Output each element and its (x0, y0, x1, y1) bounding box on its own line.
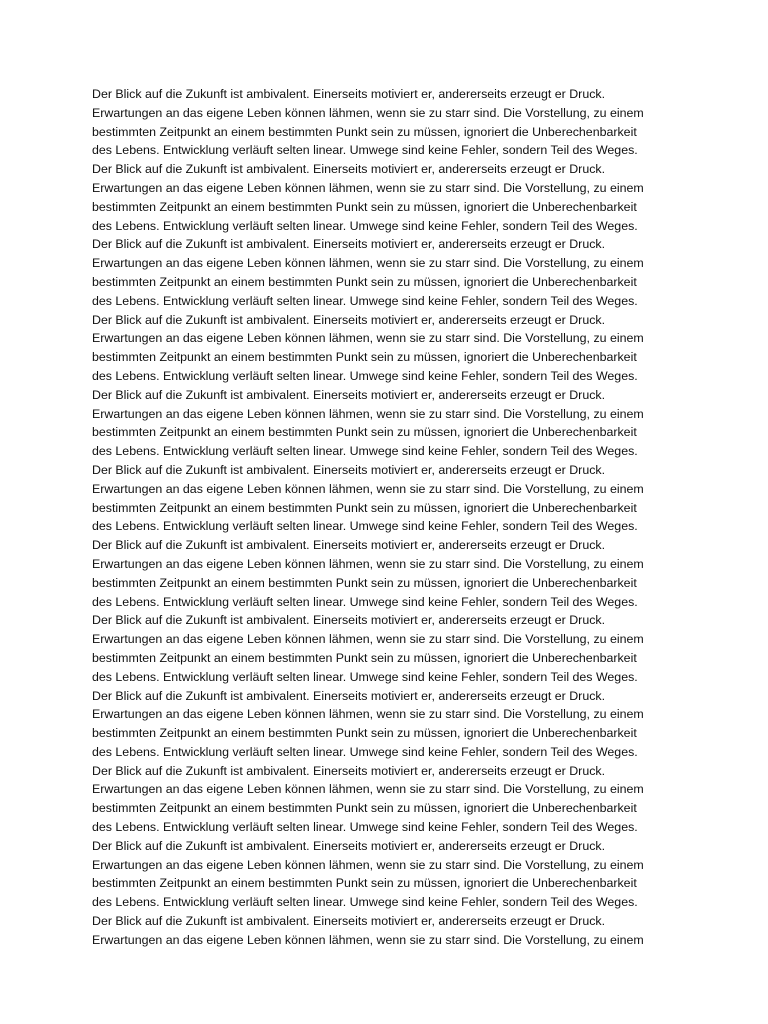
text-line: des Lebens. Entwicklung verläuft selten linear. Umwege sind keine Fehler, sondern Teil des Weges. (92, 744, 638, 759)
text-line: Erwartungen an das eigene Leben können lähmen, wenn sie zu starr sind. Die Vorstellung, zu einem (92, 707, 644, 722)
text-line: Erwartungen an das eigene Leben können lähmen, wenn sie zu starr sind. Die Vorstellung, zu einem (92, 481, 644, 496)
text-line: bestimmten Zeitpunkt an einem bestimmten Punkt sein zu müssen, ignoriert die Unberechenbarkeit (92, 801, 637, 816)
text-line: Der Blick auf die Zukunft ist ambivalent. Einerseits motiviert er, andererseits erzeugt er Druck. (92, 387, 606, 402)
text-line: Erwartungen an das eigene Leben können lähmen, wenn sie zu starr sind. Die Vorstellung, zu einem (92, 180, 644, 195)
text-line: Der Blick auf die Zukunft ist ambivalent. Einerseits motiviert er, andererseits erzeugt er Druck. (92, 312, 606, 327)
text-line: Der Blick auf die Zukunft ist ambivalent. Einerseits motiviert er, andererseits erzeugt er Druck. (92, 613, 606, 628)
text-line: bestimmten Zeitpunkt an einem bestimmten Punkt sein zu müssen, ignoriert die Unberechenbarkeit (92, 124, 637, 139)
text-line: Erwartungen an das eigene Leben können lähmen, wenn sie zu starr sind. Die Vorstellung, zu einem (92, 256, 644, 271)
text-line: bestimmten Zeitpunkt an einem bestimmten Punkt sein zu müssen, ignoriert die Unberechenbarkeit (92, 500, 637, 515)
text-line: des Lebens. Entwicklung verläuft selten linear. Umwege sind keine Fehler, sondern Teil des Weges. (92, 293, 638, 308)
text-line: des Lebens. Entwicklung verläuft selten linear. Umwege sind keine Fehler, sondern Teil des Weges. (92, 519, 638, 534)
text-line: Der Blick auf die Zukunft ist ambivalent. Einerseits motiviert er, andererseits erzeugt er Druck. (92, 462, 606, 477)
text-line: bestimmten Zeitpunkt an einem bestimmten Punkt sein zu müssen, ignoriert die Unberechenbarkeit (92, 274, 637, 289)
body-text (92, 85, 692, 950)
text-line: Der Blick auf die Zukunft ist ambivalent. Einerseits motiviert er, andererseits erzeugt er Druck. (92, 87, 606, 101)
text-line: des Lebens. Entwicklung verläuft selten linear. Umwege sind keine Fehler, sondern Teil des Weges. (92, 368, 638, 383)
text-line: des Lebens. Entwicklung verläuft selten linear. Umwege sind keine Fehler, sondern Teil des Weges. (92, 444, 638, 459)
text-line: des Lebens. Entwicklung verläuft selten linear. Umwege sind keine Fehler, sondern Teil des Weges. (92, 218, 638, 233)
text-line: Der Blick auf die Zukunft ist ambivalent. Einerseits motiviert er, andererseits erzeugt er Druck. (92, 838, 606, 853)
text-line: Erwartungen an das eigene Leben können lähmen, wenn sie zu starr sind. Die Vorstellung, zu einem (92, 932, 644, 947)
text-line: Der Blick auf die Zukunft ist ambivalent. Einerseits motiviert er, andererseits erzeugt er Druck. (92, 538, 606, 553)
text-line: des Lebens. Entwicklung verläuft selten linear. Umwege sind keine Fehler, sondern Teil des Weges. (92, 669, 638, 684)
text-line: bestimmten Zeitpunkt an einem bestimmten Punkt sein zu müssen, ignoriert die Unberechenbarkeit (92, 350, 637, 365)
text-line: Erwartungen an das eigene Leben können lähmen, wenn sie zu starr sind. Die Vorstellung, zu einem (92, 331, 644, 346)
text-line: Der Blick auf die Zukunft ist ambivalent. Einerseits motiviert er, andererseits erzeugt er Druck. (92, 162, 606, 177)
text-line: bestimmten Zeitpunkt an einem bestimmten Punkt sein zu müssen, ignoriert die Unberechenbarkeit (92, 650, 637, 665)
text-line: bestimmten Zeitpunkt an einem bestimmten Punkt sein zu müssen, ignoriert die Unberechenbarkeit (92, 726, 637, 741)
text-line: Erwartungen an das eigene Leben können lähmen, wenn sie zu starr sind. Die Vorstellung, zu einem (92, 406, 644, 421)
text-line: des Lebens. Entwicklung verläuft selten linear. Umwege sind keine Fehler, sondern Teil des Weges. (92, 594, 638, 609)
text-line: Erwartungen an das eigene Leben können lähmen, wenn sie zu starr sind. Die Vorstellung, zu einem (92, 782, 644, 797)
text-line: Erwartungen an das eigene Leben können lähmen, wenn sie zu starr sind. Die Vorstellung, zu einem (92, 632, 644, 647)
text-line: Der Blick auf die Zukunft ist ambivalent. Einerseits motiviert er, andererseits erzeugt er Druck. (92, 914, 606, 929)
text-line: bestimmten Zeitpunkt an einem bestimmten Punkt sein zu müssen, ignoriert die Unberechenbarkeit (92, 575, 637, 590)
text-line: bestimmten Zeitpunkt an einem bestimmten Punkt sein zu müssen, ignoriert die Unberechenbarkeit (92, 425, 637, 440)
text-line: Der Blick auf die Zukunft ist ambivalent. Einerseits motiviert er, andererseits erzeugt er Druck. (92, 763, 606, 778)
text-line: Der Blick auf die Zukunft ist ambivalent. Einerseits motiviert er, andererseits erzeugt er Druck. (92, 237, 606, 252)
text-line: Erwartungen an das eigene Leben können lähmen, wenn sie zu starr sind. Die Vorstellung, zu einem (92, 857, 644, 872)
text-line: bestimmten Zeitpunkt an einem bestimmten Punkt sein zu müssen, ignoriert die Unberechenbarkeit (92, 199, 637, 214)
text-line: Erwartungen an das eigene Leben können lähmen, wenn sie zu starr sind. Die Vorstellung, zu einem (92, 556, 644, 571)
text-line: Erwartungen an das eigene Leben können lähmen, wenn sie zu starr sind. Die Vorstellung, zu einem (92, 105, 644, 120)
text-line: des Lebens. Entwicklung verläuft selten linear. Umwege sind keine Fehler, sondern Teil des Weges. (92, 820, 638, 835)
text-line: bestimmten Zeitpunkt an einem bestimmten Punkt sein zu müssen, ignoriert die Unberechenbarkeit (92, 876, 637, 891)
text-line: Der Blick auf die Zukunft ist ambivalent. Einerseits motiviert er, andererseits erzeugt er Druck. (92, 688, 606, 703)
text-line: des Lebens. Entwicklung verläuft selten linear. Umwege sind keine Fehler, sondern Teil des Weges. (92, 895, 638, 910)
text-line: des Lebens. Entwicklung verläuft selten linear. Umwege sind keine Fehler, sondern Teil des Weges. (92, 143, 638, 158)
